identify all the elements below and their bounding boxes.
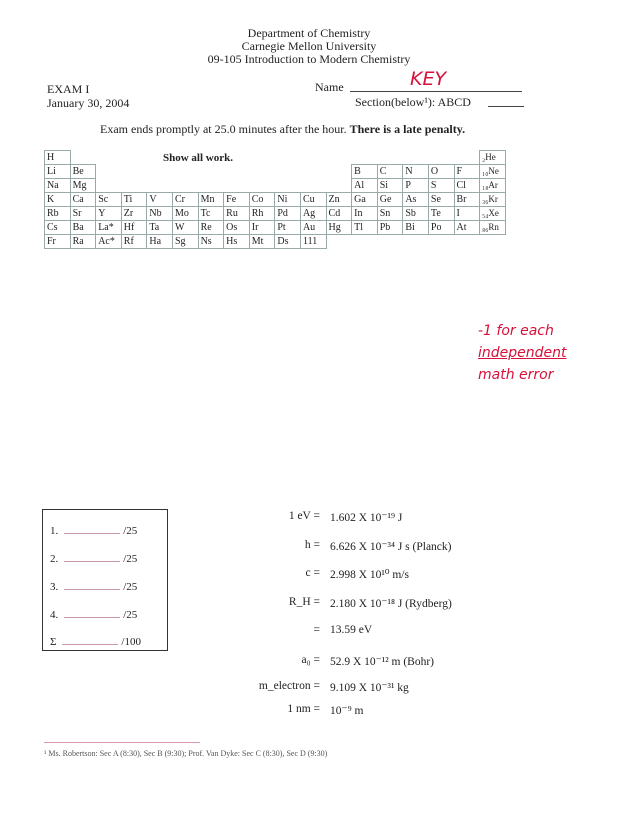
element-cell: Sc <box>96 193 122 207</box>
score-blank[interactable] <box>62 644 118 645</box>
element-cell: In <box>352 207 378 221</box>
element-cell: Mg <box>70 179 96 193</box>
element-cell: Ru <box>224 207 250 221</box>
empty-cell <box>172 165 198 179</box>
element-cell: As <box>403 193 429 207</box>
periodic-row <box>45 221 506 235</box>
element-cell: I <box>454 207 480 221</box>
element-cell: O <box>428 165 454 179</box>
element-cell: S <box>428 179 454 193</box>
empty-cell <box>428 151 454 165</box>
element-cell: Ra <box>70 235 96 249</box>
header-course: 09-105 Introduction to Modern Chemistry <box>207 52 411 66</box>
header-university: Carnegie Mellon University <box>241 39 377 53</box>
grading-annotation: -1 for each independent math error <box>478 323 567 383</box>
empty-cell <box>454 235 480 249</box>
element-cell: Si <box>377 179 403 193</box>
empty-cell <box>198 165 224 179</box>
element-cell: Ge <box>377 193 403 207</box>
element-cell: Ag <box>300 207 326 221</box>
empty-cell <box>275 151 301 165</box>
periodic-row <box>45 207 506 221</box>
element-cell: Fe <box>224 193 250 207</box>
element-cell: Pd <box>275 207 301 221</box>
element-cell: Mo <box>172 207 198 221</box>
element-cell: Na <box>45 179 71 193</box>
periodic-row <box>45 235 506 249</box>
element-cell: N <box>403 165 429 179</box>
exam-title: EXAM I <box>47 82 90 96</box>
name-handwritten: KEY <box>410 68 447 90</box>
element-cell: Te <box>428 207 454 221</box>
element-cell: Ha <box>147 235 173 249</box>
periodic-row <box>45 165 506 179</box>
element-cell: Ni <box>275 193 301 207</box>
element-cell: Ba <box>70 221 96 235</box>
empty-cell <box>249 151 275 165</box>
element-cell: Pt <box>275 221 301 235</box>
exam-notice: Exam ends promptly at 25.0 minutes after the hour. There is a late penalty. <box>100 122 466 136</box>
element-cell: Cu <box>300 193 326 207</box>
header-department: Department of Chemistry <box>247 26 371 40</box>
empty-cell <box>300 179 326 193</box>
element-cell: Pb <box>377 221 403 235</box>
element-cell: Hs <box>224 235 250 249</box>
element-cell: Cr <box>172 193 198 207</box>
empty-cell <box>326 165 352 179</box>
score-row-3: 3. /25 <box>50 581 138 593</box>
element-cell: Nb <box>147 207 173 221</box>
element-cell: Sr <box>70 207 96 221</box>
element-cell: Cl <box>454 179 480 193</box>
periodic-row <box>45 193 506 207</box>
empty-cell <box>403 151 429 165</box>
element-cell: Br <box>454 193 480 207</box>
empty-cell <box>96 151 122 165</box>
element-cell: K <box>45 193 71 207</box>
empty-cell <box>224 165 250 179</box>
empty-cell <box>147 179 173 193</box>
element-cell: V <box>147 193 173 207</box>
element-cell: Sb <box>403 207 429 221</box>
element-cell: At <box>454 221 480 235</box>
periodic-table <box>44 150 506 249</box>
element-cell: Rh <box>249 207 275 221</box>
element-cell: Zn <box>326 193 352 207</box>
empty-cell <box>377 151 403 165</box>
score-row-total: Σ /100 <box>50 636 141 648</box>
element-cell: Au <box>300 221 326 235</box>
empty-cell <box>275 179 301 193</box>
empty-cell <box>147 165 173 179</box>
score-blank[interactable] <box>64 533 120 534</box>
empty-cell <box>172 179 198 193</box>
element-cell: La* <box>96 221 122 235</box>
footnote: ¹ Ms. Robertson: Sec A (8:30), Sec B (9:30); Prof. Van Dyke: Sec C (8:30), Sec D (9:30) <box>44 749 328 758</box>
element-cell: ₅₄Xe <box>480 207 506 221</box>
element-cell: Co <box>249 193 275 207</box>
score-blank[interactable] <box>64 561 120 562</box>
element-cell: Hg <box>326 221 352 235</box>
element-cell: Tl <box>352 221 378 235</box>
element-cell: Re <box>198 221 224 235</box>
element-cell: 111 <box>300 235 326 249</box>
element-cell: Sn <box>377 207 403 221</box>
element-cell: Al <box>352 179 378 193</box>
section-line <box>488 106 524 107</box>
empty-cell <box>377 235 403 249</box>
score-row-2: 2. /25 <box>50 553 138 565</box>
element-cell: Be <box>70 165 96 179</box>
element-cell: P <box>403 179 429 193</box>
empty-cell <box>326 151 352 165</box>
element-cell: Sg <box>172 235 198 249</box>
empty-cell <box>454 151 480 165</box>
section-label: Section(below¹): ABCD <box>355 95 471 109</box>
element-cell: W <box>172 221 198 235</box>
element-cell: ₁₀Ne <box>480 165 506 179</box>
element-cell: Po <box>428 221 454 235</box>
element-cell: Ta <box>147 221 173 235</box>
empty-cell <box>121 151 147 165</box>
element-cell: Hf <box>121 221 147 235</box>
element-cell: ₈₆Rn <box>480 221 506 235</box>
element-cell: Cs <box>45 221 71 235</box>
element-cell: Mn <box>198 193 224 207</box>
element-cell: Tc <box>198 207 224 221</box>
element-cell: B <box>352 165 378 179</box>
element-cell: Ns <box>198 235 224 249</box>
element-cell: Zr <box>121 207 147 221</box>
empty-cell <box>249 165 275 179</box>
element-cell: Cd <box>326 207 352 221</box>
element-cell: Ir <box>249 221 275 235</box>
element-cell: Se <box>428 193 454 207</box>
empty-cell <box>249 179 275 193</box>
empty-cell <box>326 179 352 193</box>
element-cell: Bi <box>403 221 429 235</box>
element-cell: Ac* <box>96 235 122 249</box>
empty-cell <box>300 165 326 179</box>
element-cell: ₂He <box>480 151 506 165</box>
empty-cell <box>352 151 378 165</box>
empty-cell <box>403 235 429 249</box>
element-cell: Li <box>45 165 71 179</box>
empty-cell <box>428 235 454 249</box>
periodic-row <box>45 151 506 165</box>
empty-cell <box>275 165 301 179</box>
element-cell: F <box>454 165 480 179</box>
empty-cell <box>352 235 378 249</box>
empty-cell <box>326 235 352 249</box>
element-cell: Ti <box>121 193 147 207</box>
empty-cell <box>224 179 250 193</box>
element-cell: Ca <box>70 193 96 207</box>
element-cell: Os <box>224 221 250 235</box>
empty-cell <box>96 165 122 179</box>
score-row-1: 1. /25 <box>50 525 138 537</box>
exam-date: January 30, 2004 <box>47 96 130 110</box>
periodic-row <box>45 179 506 193</box>
element-cell: Rf <box>121 235 147 249</box>
empty-cell <box>70 151 96 165</box>
name-line <box>350 91 522 92</box>
score-blank[interactable] <box>64 617 120 618</box>
score-row-4: 4. /25 <box>50 609 138 621</box>
name-label: Name <box>315 80 344 94</box>
element-cell: Rb <box>45 207 71 221</box>
footnote-rule <box>44 742 200 743</box>
empty-cell <box>121 179 147 193</box>
element-cell: ₁₈Ar <box>480 179 506 193</box>
element-cell: Fr <box>45 235 71 249</box>
element-cell: Ga <box>352 193 378 207</box>
empty-cell <box>96 179 122 193</box>
empty-cell <box>198 179 224 193</box>
element-cell: Y <box>96 207 122 221</box>
empty-cell <box>300 151 326 165</box>
element-cell: C <box>377 165 403 179</box>
show-work-text: Show all work. <box>163 152 233 164</box>
empty-cell <box>480 235 506 249</box>
element-cell: ₃₆Kr <box>480 193 506 207</box>
score-blank[interactable] <box>64 589 120 590</box>
element-cell: Mt <box>249 235 275 249</box>
element-cell: H <box>45 151 71 165</box>
empty-cell <box>121 165 147 179</box>
element-cell: Ds <box>275 235 301 249</box>
